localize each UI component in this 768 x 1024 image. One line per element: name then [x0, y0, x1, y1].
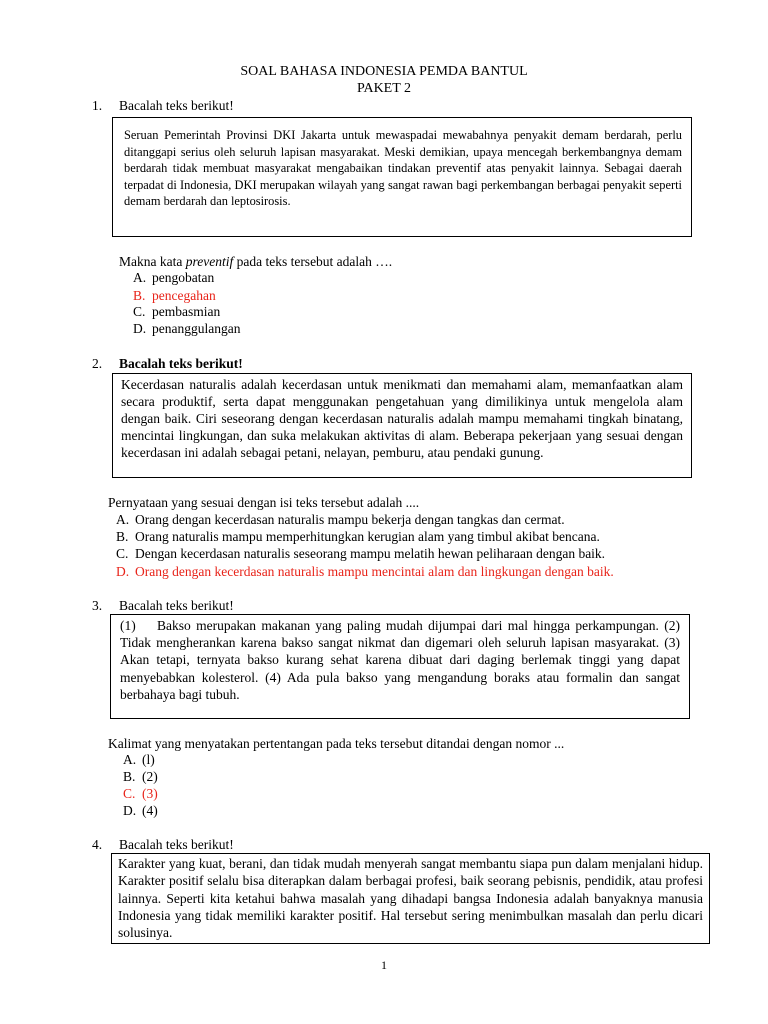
question-3-option-d: D. (4) — [123, 803, 158, 818]
question-2-stem: Pernyataan yang sesuai dengan isi teks tersebut adalah .... — [108, 495, 420, 510]
question-1-option-b-correct: B. pencegahan — [133, 288, 216, 303]
document-title: SOAL BAHASA INDONESIA PEMDA BANTUL — [240, 64, 528, 79]
question-3-option-b: B. (2) — [123, 769, 158, 784]
question-1-option-d: D. penanggulangan — [133, 321, 241, 336]
page-number: 1 — [381, 958, 387, 972]
question-3-option-c-correct: C. (3) — [123, 786, 158, 801]
document-subtitle: PAKET 2 — [356, 81, 412, 96]
question-1-stem-after: pada teks tersebut adalah …. — [233, 254, 393, 269]
question-2-instruction: Bacalah teks berikut! — [119, 356, 243, 371]
question-1-stem-keyword: preventif — [185, 254, 234, 269]
question-3-stem: Kalimat yang menyatakan pertentangan pada teks tersebut ditandai dengan nomor ... — [108, 736, 565, 751]
question-2-option-a: A. Orang dengan kecerdasan naturalis mampu bekerja dengan tangkas dan cermat. — [116, 512, 565, 527]
question-1-stem — [119, 254, 392, 270]
question-2-passage: Kecerdasan naturalis adalah kecerdasan untuk menikmati dan memahami alam, memanfaatkan alam secara produktif, serta dapat menggunakan pengetahuan yang dimilikinya untuk mengelola alam dengan baik. Ciri seseorang dengan kecerdasan naturalis adalah mampu memahami tingkah binatang, mencintai lingkungan, dan suka melakukan aktivitas di alam. Beberapa pekerjaan yang sesuai dengan kecerdasan ini adalah sebagai petani, nelayan, pemburu, atau pendaki gunung. — [112, 373, 692, 478]
question-2-option-c: C. Dengan kecerdasan naturalis seseorang mampu melatih hewan peliharaan dengan baik. — [116, 546, 606, 561]
question-1-stem-before: Makna kata — [119, 254, 186, 269]
question-1-option-a: A. pengobatan — [133, 270, 215, 285]
question-2-number: 2. — [92, 356, 103, 371]
question-3-instruction: Bacalah teks berikut! — [119, 598, 234, 613]
question-4-instruction: Bacalah teks berikut! — [119, 837, 234, 852]
question-4-number: 4. — [92, 837, 103, 852]
question-3-number: 3. — [92, 598, 103, 613]
question-4-passage: Karakter yang kuat, berani, dan tidak mudah menyerah sangat membantu siapa pun dalam menjalani hidup. Karakter positif selalu bisa diterapkan dalam berbagai profesi, baik seorang pebisnis, pendidik, atau profesi lainnya. Seperti kita ketahui bahwa masalah yang dihadapi bangsa Indonesia adalah banyaknya manusia Indonesia yang tidak memiliki karakter positif. Hal tersebut sering menimbulkan masalah dan perlu dicari solusinya. — [111, 853, 710, 944]
question-1-instruction: Bacalah teks berikut! — [119, 98, 234, 113]
question-1-option-c: C. pembasmian — [133, 304, 221, 319]
question-2-option-d-correct: D. Orang dengan kecerdasan naturalis mampu mencintai alam dan lingkungan dengan baik. — [116, 564, 614, 579]
question-1-number: 1. — [92, 98, 103, 113]
question-3-passage: (1) Bakso merupakan makanan yang paling mudah dijumpai dari mal hingga perkampungan. (2) Tidak mengherankan karena bakso sangat nikmat dan digemari oleh seluruh lapisan masyarakat. (3) Akan tetapi, ternyata bakso kurang sehat karena dibuat dari daging berlemak tinggi yang dapat menyebabkan kolesterol. (4) Ada pula bakso yang mengandung boraks atau formalin dan sangat berbahaya bagi tubuh. — [110, 614, 690, 719]
question-1-passage: Seruan Pemerintah Provinsi DKI Jakarta untuk mewaspadai mewabahnya penyakit demam berdarah, perlu ditanggapi serius oleh seluruh lapisan masyarakat. Meski demikian, upaya mencegah berkembangnya demam berdarah tidak membuat masyarakat mengabaikan tindakan preventif atas penyakit lainnya. Sebagai daerah terpadat di Indonesia, DKI merupakan wilayah yang sangat rawan bagi perkembangan berbagai penyakit seperti demam berdarah dan leptosirosis. — [112, 117, 692, 237]
question-2-option-b: B. Orang naturalis mampu memperhitungkan kerugian alam yang timbul akibat bencana. — [116, 529, 600, 544]
question-3-option-a: A. (l) — [123, 752, 155, 767]
